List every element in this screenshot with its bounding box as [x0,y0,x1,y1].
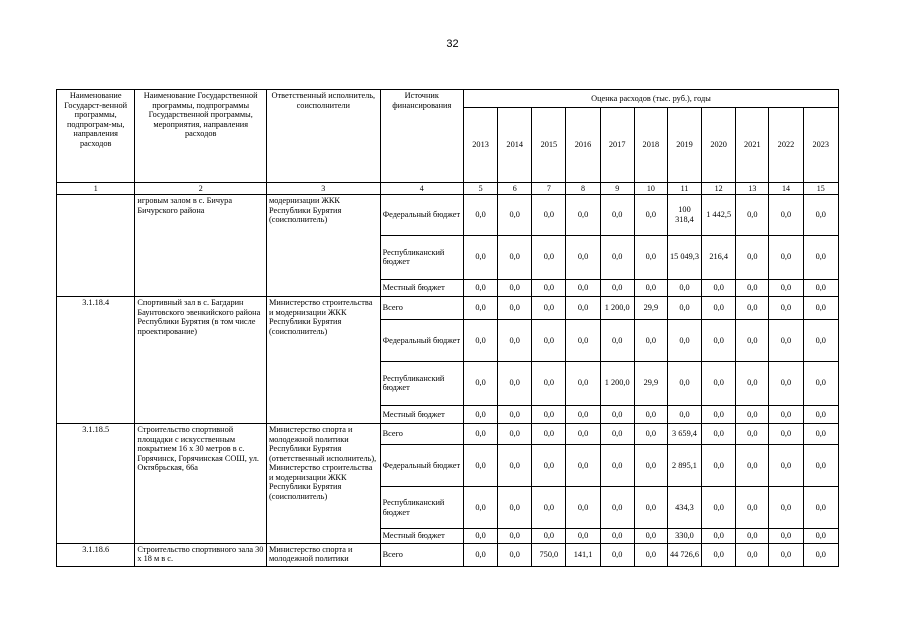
expense-value: 0,0 [566,297,600,320]
expense-value: 0,0 [803,195,838,236]
expense-value: 0,0 [634,279,667,297]
expense-value: 0,0 [600,279,634,297]
expense-value: 0,0 [532,529,566,544]
expense-value: 0,0 [566,235,600,279]
expense-value: 0,0 [498,297,532,320]
header-year: 2014 [498,108,532,183]
expense-value: 0,0 [702,297,736,320]
funding-source: Всего [380,424,463,445]
column-number: 4 [380,183,463,195]
column-number: 10 [634,183,667,195]
expense-value: 0,0 [667,405,701,424]
header-year: 2022 [769,108,803,183]
expense-value: 0,0 [736,445,769,487]
expense-value: 0,0 [634,195,667,236]
expense-value: 0,0 [803,320,838,362]
expense-value: 0,0 [532,279,566,297]
expense-value: 0,0 [667,320,701,362]
expense-value: 0,0 [634,543,667,566]
expense-value: 0,0 [463,405,497,424]
expense-value: 0,0 [736,543,769,566]
expense-value: 0,0 [736,297,769,320]
expense-value: 0,0 [769,195,803,236]
expense-value: 0,0 [600,320,634,362]
expense-value: 0,0 [803,543,838,566]
row-name: Спортивный зал в с. Багдарин Баунтовского эвенкийского района Республики Бурятия (в том числе проектирование) [135,297,267,424]
column-number: 5 [463,183,497,195]
funding-source: Местный бюджет [380,405,463,424]
expense-value: 3 659,4 [667,424,701,445]
row-executor: модернизации ЖКК Республики Бурятия (соисполнитель) [267,195,381,297]
table-row [57,424,839,445]
expense-value: 0,0 [803,235,838,279]
column-number: 1 [57,183,135,195]
expense-value: 0,0 [803,279,838,297]
expense-value: 0,0 [702,529,736,544]
expense-value: 1 442,5 [702,195,736,236]
expense-value: 434,3 [667,486,701,529]
funding-source: Всего [380,297,463,320]
expense-value: 0,0 [532,405,566,424]
funding-source: Республиканский бюджет [380,235,463,279]
table-row [57,195,839,236]
expense-value: 0,0 [498,405,532,424]
expense-value: 0,0 [532,361,566,405]
header-year: 2016 [566,108,600,183]
expense-value: 0,0 [736,361,769,405]
column-number: 3 [267,183,381,195]
expense-value: 0,0 [634,424,667,445]
column-number: 7 [532,183,566,195]
expense-value: 0,0 [736,486,769,529]
expense-value: 0,0 [769,529,803,544]
funding-source: Федеральный бюджет [380,195,463,236]
expense-value: 0,0 [532,486,566,529]
expense-value: 0,0 [498,235,532,279]
expense-value: 0,0 [463,279,497,297]
expense-value: 0,0 [463,543,497,566]
column-number: 15 [803,183,838,195]
expense-value: 0,0 [566,405,600,424]
header-years-title: Оценка расходов (тыс. руб.), годы [463,90,838,108]
header-year: 2020 [702,108,736,183]
header-year: 2013 [463,108,497,183]
expense-value: 0,0 [769,486,803,529]
expense-value: 0,0 [667,361,701,405]
expense-value: 0,0 [736,405,769,424]
expense-value: 0,0 [566,279,600,297]
expense-value: 0,0 [634,486,667,529]
header-executor: Ответственный исполнитель, соисполнители [267,90,381,183]
expense-value: 29,9 [634,361,667,405]
expense-value: 0,0 [803,529,838,544]
funding-source: Местный бюджет [380,529,463,544]
header-year: 2017 [600,108,634,183]
row-name: игровым залом в с. Бичура Бичурского района [135,195,267,297]
expense-value: 0,0 [498,529,532,544]
expense-value: 0,0 [736,195,769,236]
row-executor: Министерство спорта и молодежной политики [267,543,381,566]
expense-value: 0,0 [566,195,600,236]
expense-value: 0,0 [463,361,497,405]
expense-value: 0,0 [498,195,532,236]
expense-value: 0,0 [498,486,532,529]
expense-value: 1 200,0 [600,361,634,405]
expense-value: 0,0 [803,361,838,405]
expense-value: 0,0 [803,445,838,487]
row-code: 3.1.18.5 [57,424,135,544]
expense-value: 216,4 [702,235,736,279]
expense-value: 0,0 [566,486,600,529]
header-funding-source: Источник финансирования [380,90,463,183]
expense-value: 0,0 [702,279,736,297]
row-name: Строительство спортивной площадки с искусственным покрытием 16 х 30 метров в с. Горячинск, Горячинская СОШ, ул. Октябрьская, 66а [135,424,267,544]
expense-value: 0,0 [702,320,736,362]
expense-value: 29,9 [634,297,667,320]
expense-value: 0,0 [769,445,803,487]
expense-value: 0,0 [634,529,667,544]
expense-value: 0,0 [498,424,532,445]
expense-value: 0,0 [463,320,497,362]
column-number: 8 [566,183,600,195]
expense-value: 0,0 [769,405,803,424]
expense-value: 44 726,6 [667,543,701,566]
expense-value: 0,0 [566,445,600,487]
expense-value: 0,0 [498,279,532,297]
expense-value: 0,0 [769,543,803,566]
column-number: 6 [498,183,532,195]
expense-value: 0,0 [769,361,803,405]
funding-source: Федеральный бюджет [380,320,463,362]
expense-value: 0,0 [634,235,667,279]
column-number: 12 [702,183,736,195]
expense-value: 0,0 [532,320,566,362]
expense-value: 0,0 [736,424,769,445]
row-code [57,195,135,297]
column-number: 9 [600,183,634,195]
expense-value: 0,0 [803,405,838,424]
expense-value: 0,0 [532,297,566,320]
expense-value: 0,0 [702,486,736,529]
row-code: 3.1.18.6 [57,543,135,566]
expense-value: 0,0 [702,445,736,487]
expense-value: 0,0 [803,297,838,320]
expense-value: 0,0 [532,195,566,236]
expense-value: 0,0 [463,445,497,487]
expense-value: 100 318,4 [667,195,701,236]
expense-value: 0,0 [600,195,634,236]
expense-value: 0,0 [600,405,634,424]
expense-value: 0,0 [566,320,600,362]
header-year: 2023 [803,108,838,183]
expense-value: 0,0 [498,445,532,487]
expense-value: 0,0 [600,529,634,544]
expense-value: 0,0 [600,543,634,566]
expense-value: 15 049,3 [667,235,701,279]
expense-value: 0,0 [803,424,838,445]
row-executor: Министерство строительства и модернизации ЖКК Республики Бурятия (соисполнитель) [267,297,381,424]
expense-value: 1 200,0 [600,297,634,320]
column-number: 2 [135,183,267,195]
header-program: Наименование Государст-венной программы, подпрограм-мы, направления расходов [57,90,135,183]
expense-value: 0,0 [600,486,634,529]
expense-value: 0,0 [736,279,769,297]
table-row [57,297,839,320]
expense-value: 0,0 [667,297,701,320]
expense-value: 0,0 [702,424,736,445]
header-year: 2021 [736,108,769,183]
row-code: 3.1.18.4 [57,297,135,424]
expense-value: 0,0 [566,361,600,405]
expense-value: 2 895,1 [667,445,701,487]
expense-value: 0,0 [769,279,803,297]
budget-table [56,89,839,567]
expense-value: 0,0 [769,320,803,362]
header-year: 2015 [532,108,566,183]
expense-value: 0,0 [702,543,736,566]
expense-value: 0,0 [566,424,600,445]
expense-value: 0,0 [600,445,634,487]
expense-value: 0,0 [463,529,497,544]
expense-value: 0,0 [463,235,497,279]
column-number: 11 [667,183,701,195]
header-program-name: Наименование Государственной программы, подпрограммы Государственной программы, мероприятия, направления расходов [135,90,267,183]
expense-value: 0,0 [600,235,634,279]
expense-value: 141,1 [566,543,600,566]
expense-value: 0,0 [769,235,803,279]
row-name: Строительство спортивного зала 30 х 18 м в с. [135,543,267,566]
column-number: 13 [736,183,769,195]
expense-value: 750,0 [532,543,566,566]
expense-value: 0,0 [769,297,803,320]
expense-value: 0,0 [532,445,566,487]
expense-value: 0,0 [736,529,769,544]
expense-value: 0,0 [702,405,736,424]
expense-value: 0,0 [532,235,566,279]
funding-source: Всего [380,543,463,566]
expense-value: 0,0 [634,445,667,487]
expense-value: 0,0 [463,486,497,529]
row-executor: Министерство спорта и молодежной политики Республики Бурятия (ответственный исполнитель), Министерство строительства и модернизации ЖКК Республики Бурятия (соисполнитель) [267,424,381,544]
page-number: 32 [446,38,459,50]
expense-value: 0,0 [532,424,566,445]
expense-value: 0,0 [803,486,838,529]
expense-value: 0,0 [667,279,701,297]
expense-value: 0,0 [498,320,532,362]
expense-value: 0,0 [463,195,497,236]
funding-source: Федеральный бюджет [380,445,463,487]
expense-value: 0,0 [634,405,667,424]
expense-value: 0,0 [736,320,769,362]
expense-value: 0,0 [634,320,667,362]
table-row [57,543,839,566]
header-year: 2018 [634,108,667,183]
expense-value: 0,0 [769,424,803,445]
expense-value: 330,0 [667,529,701,544]
expense-value: 0,0 [736,235,769,279]
expense-value: 0,0 [566,529,600,544]
header-year: 2019 [667,108,701,183]
expense-value: 0,0 [463,424,497,445]
expense-value: 0,0 [498,361,532,405]
expense-value: 0,0 [702,361,736,405]
column-number: 14 [769,183,803,195]
funding-source: Республиканский бюджет [380,486,463,529]
expense-value: 0,0 [600,424,634,445]
funding-source: Республиканский бюджет [380,361,463,405]
expense-value: 0,0 [463,297,497,320]
funding-source: Местный бюджет [380,279,463,297]
expense-value: 0,0 [498,543,532,566]
